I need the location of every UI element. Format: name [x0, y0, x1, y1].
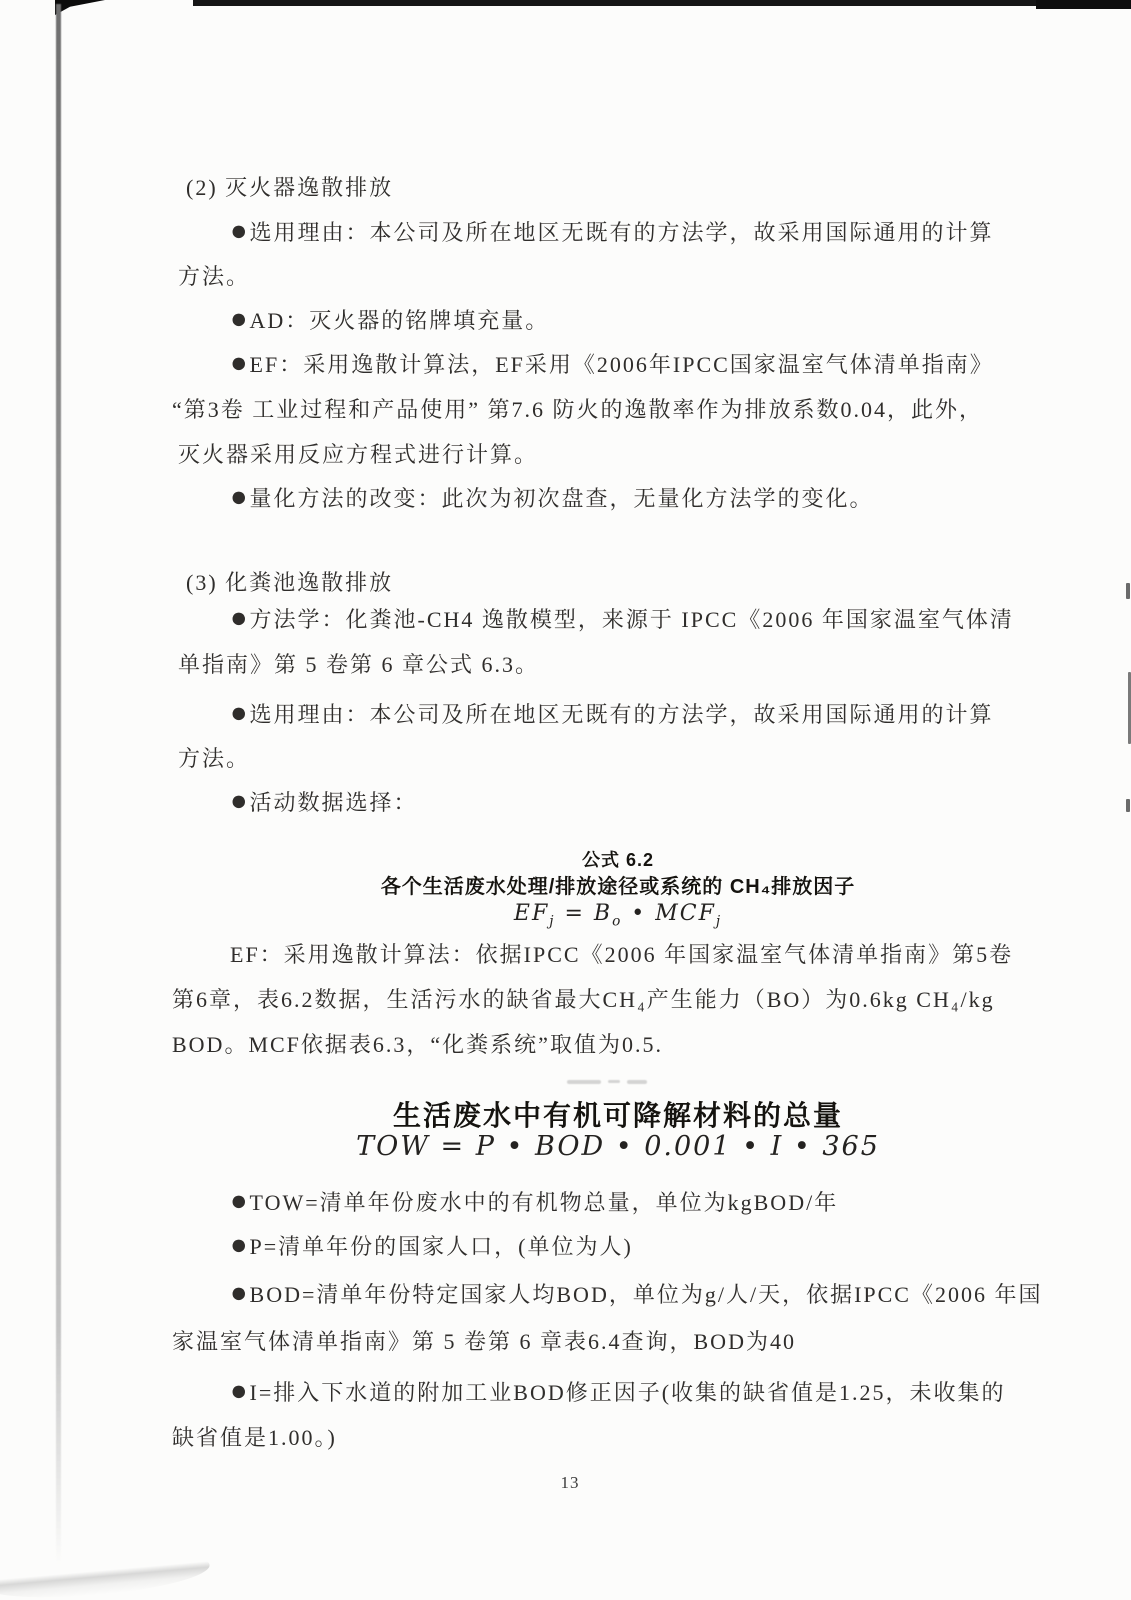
scan-bottom-shadow: [0, 1545, 211, 1600]
scan-left-binding-line: [56, 4, 61, 1564]
section2-line: ●选用理由：本公司及所在地区无既有的方法学，故采用国际通用的计算: [230, 215, 994, 247]
tow-line: 家温室气体清单指南》第 5 卷第 6 章表6.4查询，BOD为40: [172, 1329, 796, 1354]
scan-right-edge-mark: [1126, 799, 1130, 812]
section2-line: 灭火器采用反应方程式进行计算。: [178, 442, 539, 467]
section3-line: 单指南》第 5 卷第 6 章公式 6.3。: [178, 652, 540, 677]
section3-heading: (3) 化粪池逸散排放: [186, 570, 394, 595]
section2-heading: (2) 灭火器逸散排放: [186, 175, 394, 200]
section3-line: ●选用理由：本公司及所在地区无既有的方法学，故采用国际通用的计算: [230, 697, 994, 729]
section3-line: 方法。: [178, 746, 251, 771]
section2-line: ●EF：采用逸散计算法，EF采用《2006年IPCC国家温室气体清单指南》: [230, 347, 994, 379]
equation-6-2-formula: $EF_j = B_o$ • $MCF_j$: [513, 901, 723, 930]
section3-line: ●方法学：化粪池-CH4 逸散模型，来源于 IPCC《2006 年国家温室气体清: [230, 602, 1014, 634]
section2-line: ●量化方法的改变：此次为初次盘查，无量化方法学的变化。: [230, 481, 874, 513]
section2-line: “第3卷 工业过程和产品使用” 第7.6 防火的逸散率作为排放系数0.04，此外，: [172, 397, 984, 422]
section3-line: ●活动数据选择：: [230, 785, 418, 817]
scan-corner-wedge: [55, 0, 105, 15]
page-number: 13: [560, 1473, 580, 1492]
scan-top-edge-right: [1036, 0, 1131, 9]
tow-line: ●TOW=清单年份废水中的有机物总量，单位为kgBOD/年: [230, 1185, 839, 1217]
ef-paragraph-line: 第6章，表6.2数据，生活污水的缺省最大CH₄产生能力（BO）为0.6kg CH₄/kg: [172, 987, 995, 1012]
tow-formula: TOW = P • BOD • 0.001 • I • 365: [356, 1131, 880, 1162]
tow-line: ●P=清单年份的国家人口，(单位为人): [230, 1229, 633, 1261]
ef-paragraph-line: BOD。MCF依据表6.3，“化粪系统”取值为0.5.: [172, 1032, 663, 1057]
scan-top-edge: [193, 0, 1131, 6]
section2-line: ●AD：灭火器的铭牌填充量。: [230, 303, 550, 335]
equation-6-2-label: 公式 6.2: [581, 850, 655, 870]
ef-paragraph-line: EF：采用逸散计算法：依据IPCC《2006 年国家温室气体清单指南》第5卷: [230, 942, 1014, 967]
tow-line: 缺省值是1.00。): [172, 1425, 337, 1450]
tow-line: ●I=排入下水道的附加工业BOD修正因子(收集的缺省值是1.25，未收集的: [230, 1375, 1006, 1407]
equation-6-2-title: 各个生活废水处理/排放途径或系统的 CH₄排放因子: [380, 876, 856, 898]
section2-line: 方法。: [178, 264, 251, 289]
scan-right-edge-mark: [1126, 583, 1130, 599]
scan-smudge: [567, 1080, 662, 1088]
tow-line: ●BOD=清单年份特定国家人均BOD，单位为g/人/天，依据IPCC《2006 年国: [230, 1277, 1043, 1309]
tow-title: 生活废水中有机可降解材料的总量: [392, 1100, 843, 1131]
